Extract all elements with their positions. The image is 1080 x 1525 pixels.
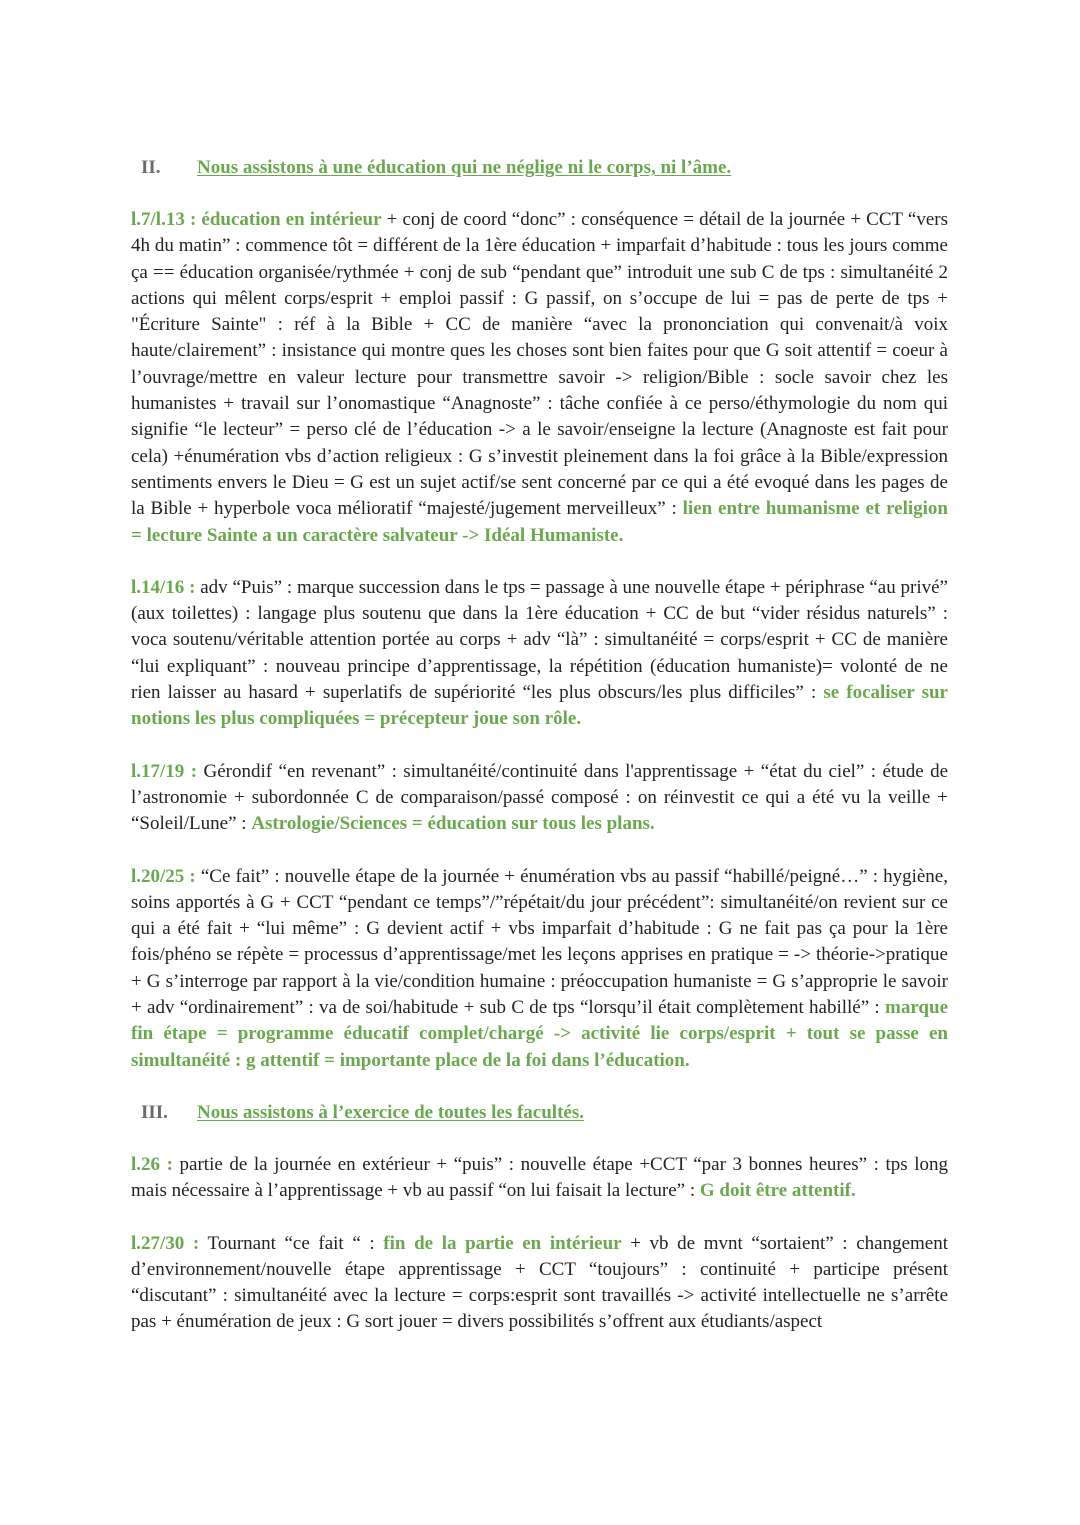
paragraph-conclusion: se focaliser sur notions les plus compliquées = précepteur joue son rôle. xyxy=(131,682,948,730)
paragraph-text-continued: + vb de mvnt “sortaient” : changement d’environnement/nouvelle étape apprentissage + CCT “toujours” : continuité + participe présent “discutant” : simultanéité avec la lecture = corps:esprit sont travaillés -> activité intellectuelle ne s’arrête pas + énumération de jeux : G sort jouer = divers possibilités s’offrent aux étudiants/aspect xyxy=(131,1232,948,1333)
section-title: Nous assistons à une éducation qui ne néglige ni le corps, ni l’âme. xyxy=(197,157,732,178)
paragraph-conclusion: G doit être attentif. xyxy=(699,1180,856,1202)
section-heading-3 xyxy=(131,1100,948,1126)
paragraph-text: “Ce fait” : nouvelle étape de la journée + énumération vbs au passif “habillé/peigné…” : hygiène, soins apportés à G + CCT “pendant ce temps”/”répétait/du jour précédent”: simultanéité/on revient sur ce qui a été fait + “lui même” : G devient actif + vbs imparfait d’habitude : G ne fait pas ça pour la 1ère fois/phéno se répète = processus d’apprentissage/met les leçons apprises en pratique = -> théorie->pratique + G s’interroge par rapport à la vie/condition humaine : préoccupation humaniste = G s’approprie le savoir + adv “ordinairement” : va de soi/habitude + sub C de tps “lorsqu’il était complètement habillé” : xyxy=(131,865,948,1019)
line-reference: l.20/25 : xyxy=(131,865,196,887)
paragraph-text: Tournant “ce fait “ : xyxy=(199,1232,384,1254)
paragraph-l27-30 xyxy=(131,1231,948,1336)
paragraph-l20-25 xyxy=(131,864,948,1074)
paragraph-conclusion: lien entre humanisme et religion = lecture Sainte a un caractère salvateur -> Idéal Humaniste. xyxy=(131,498,948,546)
paragraph-text: partie de la journée en extérieur + “puis” : nouvelle étape +CCT “par 3 bonnes heures” : tps long mais nécessaire à l’apprentissage + vb au passif “on lui faisait la lecture” : xyxy=(131,1153,948,1202)
paragraph-text: Gérondif “en revenant” : simultanéité/continuité dans l'apprentissage + “état du ciel” : étude de l’astronomie + subordonnée C de comparaison/passé composé : on réinvestit ce qui a été vu la veille + “Soleil/Lune” : xyxy=(131,760,949,835)
line-reference: l.17/19 : xyxy=(131,760,198,782)
paragraph-l17-19 xyxy=(131,759,948,838)
paragraph-text: adv “Puis” : marque succession dans le tps = passage à une nouvelle étape + périphrase “au privé” (aux toilettes) : langage plus soutenu que dans la 1ère éducation + CC de but “vider résidus naturels” : voca soutenu/véritable attention portée au corps + adv “là” : simultanéité = corps/esprit + CC de manière “lui expliquant” : nouveau principe d’apprentissage, la répétition (éducation humaniste)= volonté de ne rien laisser au hasard + superlatifs de supériorité “les plus obscurs/les plus difficiles” : xyxy=(131,576,948,704)
highlighted-phrase: fin de la partie en intérieur xyxy=(383,1232,622,1254)
section-title: Nous assistons à l’exercice de toutes les facultés. xyxy=(197,1101,584,1123)
section-number: II. xyxy=(141,157,161,178)
paragraph-l14-16 xyxy=(131,575,948,733)
line-reference: l.14/16 : xyxy=(131,576,196,598)
paragraph-text: + conj de coord “donc” : conséquence = détail de la journée + CCT “vers 4h du matin” : commence tôt = différent de la 1ère éducation + imparfait d’habitude : tous les jours comme ça == éducation organisée/rythmée + conj de sub “pendant que” introduit une sub C de tps : simultanéité 2 actions qui mêlent corps/esprit + emploi passif : G passif, on s’occupe de lui = pas de perte de tps + "Écriture Sainte" : réf à la Bible + CC de manière “avec la prononciation qui convenait/à voix haute/clairement” : insistance qui montre ques les choses sont bien faites pour que G soit attentif = coeur à l’ouvrage/mettre en valeur lecture pour transmettre savoir -> religion/Bible : socle savoir chez les humanistes + travail sur l’onomastique “Anagnoste” : tâche confiée à ce perso/éthymologie du nom qui signifie “le lecteur” = perso clé de l’éducation -> a le savoir/enseigne la lecture (Anagnoste est fait pour cela) +énumération vbs d’action religieux : G s’investit pleinement dans la foi grâce à la Bible/expression sentiments envers le Dieu = G est un sujet actif/se sent concerné par ce qui a été evoqué dans les pages de la Bible + hyperbole voca mélioratif “majesté/jugement merveilleux” : xyxy=(131,209,948,520)
line-reference: l.7/l.13 : éducation en intérieur xyxy=(131,209,382,230)
section-heading-2 xyxy=(131,155,948,181)
section-number: III. xyxy=(141,1101,168,1123)
paragraph-conclusion: marque fin étape = programme éducatif complet/chargé -> activité lie corps/esprit + tout se passe en simultanéité : g attentif = importante place de la foi dans l’éducation. xyxy=(131,997,948,1071)
paragraph-l7-13 xyxy=(131,207,948,549)
paragraph-conclusion: Astrologie/Sciences = éducation sur tous les plans. xyxy=(251,813,655,835)
line-reference: l.26 : xyxy=(131,1153,173,1175)
line-reference: l.27/30 : xyxy=(131,1232,200,1254)
paragraph-l26 xyxy=(131,1152,948,1205)
